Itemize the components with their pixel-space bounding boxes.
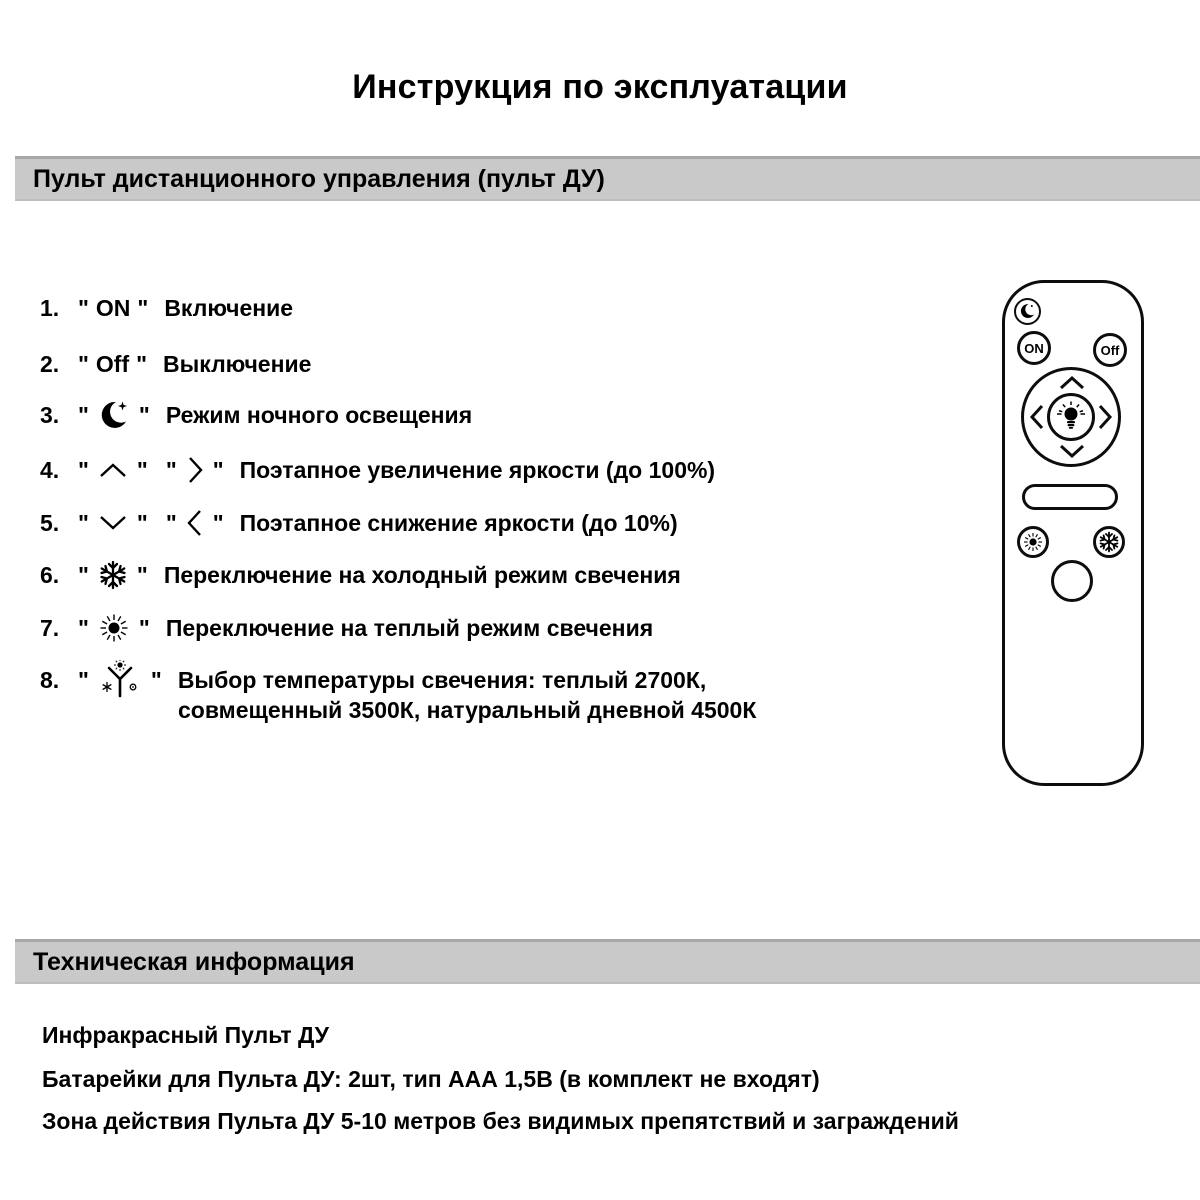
dpad-up-arrow-icon [1057,375,1087,391]
chevron-down-icon [98,514,128,532]
section-header-remote [15,156,1200,201]
item-text: Включение [164,294,294,321]
pill-button [1022,484,1118,510]
item-text: Переключение на холодный режим свечения [163,561,681,588]
list-item-7 [40,610,653,646]
light-button [1047,393,1095,441]
off-button [1093,333,1127,367]
warm-mode-button [1017,526,1049,558]
night-mode-button [1014,298,1041,325]
item-text: Поэтапное снижение яркости (до 10%) [239,509,678,536]
list-item-3 [40,397,472,433]
list-item-6 [40,557,681,593]
list-item-8 [40,662,756,725]
moon-icon [1019,303,1036,320]
off-button-label: Off [1100,342,1120,358]
moon-icon [98,399,130,431]
quote-mark: " [137,294,149,321]
item-text: Переключение на теплый режим свечения [165,614,654,641]
item-number: 8. [40,667,60,693]
temp-select-icon [98,660,142,700]
quote-mark: " [136,561,148,588]
quote-mark: " [212,509,224,536]
tech-info-line: Зона действия Пульта ДУ 5-10 метров без видимых препятствий и заграждений [42,1108,959,1134]
item-number: 5. [40,509,60,536]
item-number: 3. [40,401,60,428]
quote-mark: " [136,509,148,536]
tech-info-line: Инфракрасный Пульт ДУ [42,1022,329,1048]
item-text-line2: совмещенный 3500К, натуральный дневной 4500К [178,697,757,723]
dpad-right-arrow-icon [1097,402,1113,432]
quote-mark: " [212,456,224,483]
quote-mark: " [78,561,89,588]
page-title: Инструкция по эксплуатации [352,68,848,106]
chevron-right-icon [186,455,204,485]
bulb-icon [1053,399,1089,435]
tech-info-line: Батарейки для Пульта ДУ: 2шт, тип ААА 1,5В (в комплект не входят) [42,1066,820,1092]
cold-mode-button [1093,526,1125,558]
item-number: 2. [40,350,60,377]
quote-mark: " [136,350,148,377]
quote-mark: " [78,666,89,693]
snowflake-icon [98,560,128,590]
quote-mark: " [78,614,89,641]
list-item-4 [40,452,715,488]
section-header-tech [15,939,1200,984]
quote-mark: " [78,401,89,428]
on-button-label: ON [1024,340,1044,356]
item-text: Поэтапное увеличение яркости (до 100%) [239,456,716,483]
on-key-label: ON [95,294,131,321]
section-header-remote-label: Пульт дистанционного управления (пульт ДУ) [33,164,605,193]
list-item-1 [40,290,293,326]
off-key-label: Off [95,350,130,377]
quote-mark: " [78,509,89,536]
remote-control-illustration [1002,280,1144,786]
item-text-line1: Выбор температуры свечения: теплый 2700К, [177,666,707,693]
quote-mark: " [138,401,150,428]
dpad-left-arrow-icon [1029,402,1045,432]
item-number: 6. [40,561,60,588]
quote-mark: " [165,509,177,536]
chevron-up-icon [98,461,128,479]
quote-mark: " [165,456,177,483]
item-text: Режим ночного освещения [165,401,473,428]
item-number: 7. [40,614,60,641]
warm-sun-icon [1022,531,1044,553]
quote-mark: " [78,350,89,377]
quote-mark: " [78,294,89,321]
item-number: 4. [40,456,60,483]
item-number: 1. [40,294,60,321]
snowflake-icon [1098,531,1120,553]
quote-mark: " [136,456,148,483]
list-item-5 [40,505,678,541]
quote-mark: " [138,614,150,641]
temp-select-button [1051,560,1093,602]
dpad-down-arrow-icon [1057,443,1087,459]
item-text: Выключение [163,350,312,377]
section-header-tech-label: Техническая информация [33,947,355,976]
on-button [1017,331,1051,365]
quote-mark: " [150,666,162,693]
warm-sun-icon [98,612,130,644]
list-item-2 [40,346,311,382]
quote-mark: " [78,456,89,483]
chevron-left-icon [186,508,204,538]
